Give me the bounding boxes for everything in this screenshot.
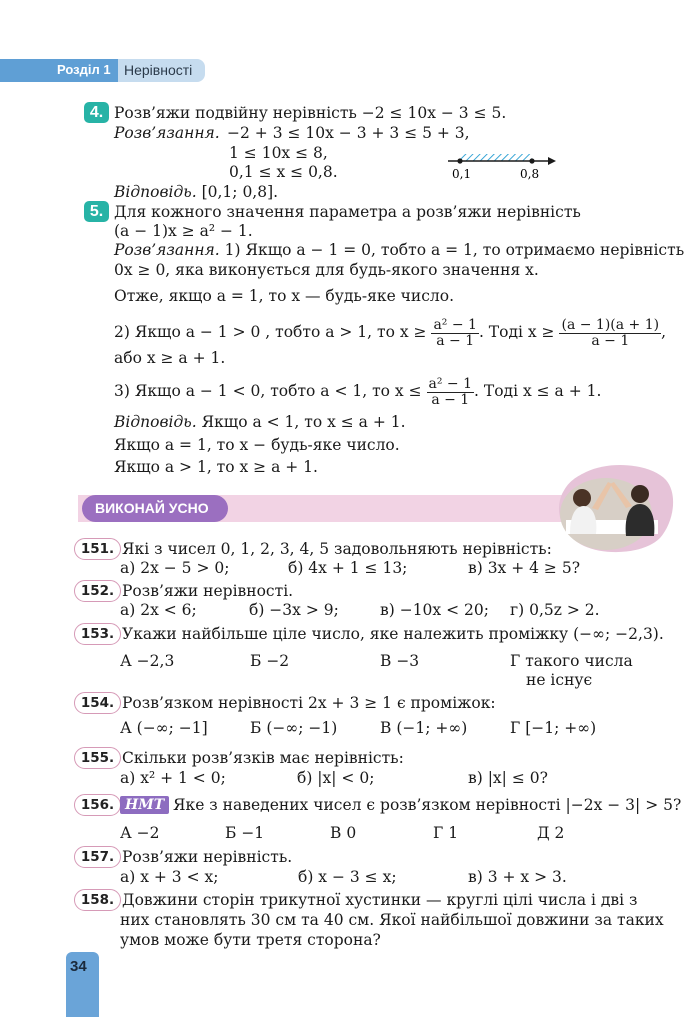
frac3-numerator: a² − 1 [428, 375, 473, 392]
ex4-task: Розв’яжи подвійну нерівність −2 ≤ 10x − 3 ≤ 5. [114, 104, 507, 122]
number-line-point-left [457, 158, 462, 163]
task-158-line3: умов може бути третя сторона? [120, 931, 381, 949]
ex5-case2-result: або x ≥ a + 1. [114, 349, 226, 367]
ex5-solution-label: Розв’язання. [114, 241, 220, 259]
students-high-five-photo [556, 462, 674, 554]
number-line-interval [460, 154, 532, 161]
task-156-b: Б −1 [225, 824, 265, 842]
ex4-answer: [0,1; 0,8]. [201, 183, 279, 201]
number-line-point-right [529, 158, 534, 163]
task-154-b: Б (−∞; −1) [250, 719, 338, 737]
task-154-question: Розв’язком нерівності 2x + 3 ≥ 1 є проміжок: [122, 694, 496, 712]
ex5-answer-label: Відповідь. [114, 413, 197, 431]
ex5-answer1-text: Якщо a < 1, то x ≤ a + 1. [201, 413, 406, 431]
number-line-label-left: 0,1 [452, 167, 472, 181]
ex5-answer3: Якщо a > 1, то x ≥ a + 1. [114, 458, 318, 476]
frac1-numerator: a² − 1 [433, 316, 477, 333]
example-5-badge: 5. [84, 201, 109, 222]
task-155-c: в) |x| ≤ 0? [468, 769, 548, 787]
task-157-a: а) x + 3 < x; [120, 868, 219, 886]
ex5-task-line2: (a − 1)x ≥ a² − 1. [114, 222, 253, 240]
task-155-badge: 155. [74, 747, 121, 769]
task-157-badge: 157. [74, 846, 121, 868]
task-153-d-line2: не існує [526, 671, 593, 689]
task-152-c: в) −10x < 20; [380, 601, 489, 619]
task-152-d: г) 0,5z > 2. [510, 601, 600, 619]
ex5-case2-mid: . Тоді x ≥ [478, 323, 555, 341]
task-154-d: Г [−1; +∞) [510, 719, 597, 737]
ex5-case3 [114, 371, 601, 411]
task-155-question: Скільки розв’язків має нерівність: [122, 749, 404, 767]
ex4-step2: 1 ≤ 10x ≤ 8, [229, 144, 328, 162]
topic-label: Нерівності [124, 62, 193, 78]
task-155-b: б) |x| < 0; [297, 769, 375, 787]
task-155-a: а) x² + 1 < 0; [120, 769, 226, 787]
nmt-badge: НМТ [120, 796, 169, 814]
ex5-case2-pre: 2) Якщо a − 1 > 0 , тобто a > 1, то x ≥ [114, 323, 427, 341]
task-157-b: б) x − 3 ≤ x; [298, 868, 397, 886]
photo-student-right-head [631, 485, 649, 503]
ex5-answer1 [114, 413, 406, 431]
task-153-d-line1: Г такого числа [510, 652, 633, 670]
number-line-label-right: 0,8 [520, 167, 540, 181]
photo-student-left-head [573, 489, 591, 507]
ex4-answer-row [114, 183, 278, 201]
ex5-case2 [114, 312, 666, 352]
task-153-c: В −3 [380, 652, 420, 670]
task-151-badge: 151. [74, 538, 121, 560]
ex5-case1a: 1) Якщо a − 1 = 0, тобто a = 1, то отримаємо нерівність [224, 241, 685, 259]
task-156-question: Яке з наведених чисел є розв’язком нерівності |−2x − 3| > 5? [173, 796, 682, 814]
task-154-a: А (−∞; −1] [120, 719, 208, 737]
task-153-question: Укажи найбільше ціле число, яке належить проміжку (−∞; −2,3). [122, 625, 664, 643]
task-152-a: а) 2x < 6; [120, 601, 197, 619]
task-156-badge: 156. [74, 794, 121, 816]
ex5-case2-fraction2 [559, 318, 661, 349]
number-line-arrow [548, 157, 556, 165]
frac2-numerator: (a − 1)(a + 1) [561, 316, 660, 333]
page-number-tab [66, 952, 99, 1017]
task-152-question: Розв’яжи нерівності. [122, 582, 294, 600]
task-153-a: А −2,3 [120, 652, 175, 670]
example-4-badge: 4. [84, 102, 109, 123]
ex5-case1-conclusion: Отже, якщо a = 1, то x — будь-яке число. [114, 287, 455, 305]
page-number: 34 [70, 958, 87, 975]
ex5-case3-end: . Тоді x ≤ a + 1. [474, 382, 602, 400]
task-157-c: в) 3 + x > 3. [468, 868, 567, 886]
ex5-case3-fraction [427, 377, 475, 408]
task-158-line1: Довжини сторін трикутної хустинки — круглі цілі числа і дві з [122, 891, 638, 909]
task-153-badge: 153. [74, 623, 121, 645]
task-157-question: Розв’яжи нерівність. [122, 848, 293, 866]
task-151-c: в) 3x + 4 ≥ 5? [468, 559, 581, 577]
ex5-case1-line1 [114, 241, 684, 259]
frac2-denominator: a − 1 [591, 332, 630, 349]
ex4-solution-label: Розв’язання. [114, 124, 220, 142]
ex4-step3: 0,1 ≤ x ≤ 0,8. [229, 163, 338, 181]
task-156-c: В 0 [330, 824, 357, 842]
task-154-badge: 154. [74, 692, 121, 714]
ex5-case2-fraction1 [431, 318, 479, 349]
oral-section-title: ВИКОНАЙ УСНО [95, 500, 209, 516]
task-151-a: а) 2x − 5 > 0; [120, 559, 230, 577]
task-151-b: б) 4x + 1 ≤ 13; [288, 559, 408, 577]
section-label [0, 59, 118, 82]
task-151-question: Які з чисел 0, 1, 2, 3, 4, 5 задовольняють нерівність: [122, 540, 552, 558]
task-156-d: Г 1 [433, 824, 459, 842]
task-154-c: В (−1; +∞) [380, 719, 468, 737]
ex4-step1: −2 + 3 ≤ 10x − 3 + 3 ≤ 5 + 3, [227, 124, 470, 142]
task-152-b: б) −3x > 9; [249, 601, 339, 619]
section-text: Розділ 1 [57, 62, 111, 77]
task-153-b: Б −2 [250, 652, 290, 670]
oral-section-tab [82, 495, 228, 522]
frac1-denominator: a − 1 [436, 332, 475, 349]
ex5-case1-line2: 0x ≥ 0, яка виконується для будь-якого значення x. [114, 261, 539, 279]
ex5-answer2: Якщо a = 1, то x − будь-яке число. [114, 436, 400, 454]
ex5-task-line1: Для кожного значення параметра a розв’яжи нерівність [114, 203, 581, 221]
ex5-case2-end: , [661, 323, 667, 341]
task-156-a: А −2 [120, 824, 160, 842]
ex5-case3-pre: 3) Якщо a − 1 < 0, тобто a < 1, то x ≤ [114, 382, 422, 400]
ex4-answer-label: Відповідь. [114, 183, 197, 201]
task-156-e: Д 2 [537, 824, 565, 842]
task-158-badge: 158. [74, 889, 121, 911]
task-152-badge: 152. [74, 580, 121, 602]
number-line [448, 150, 558, 182]
task-158-line2: них становлять 30 см та 40 см. Якої найбільшої довжини за таких [120, 911, 664, 929]
frac3-denominator: a − 1 [431, 391, 470, 408]
